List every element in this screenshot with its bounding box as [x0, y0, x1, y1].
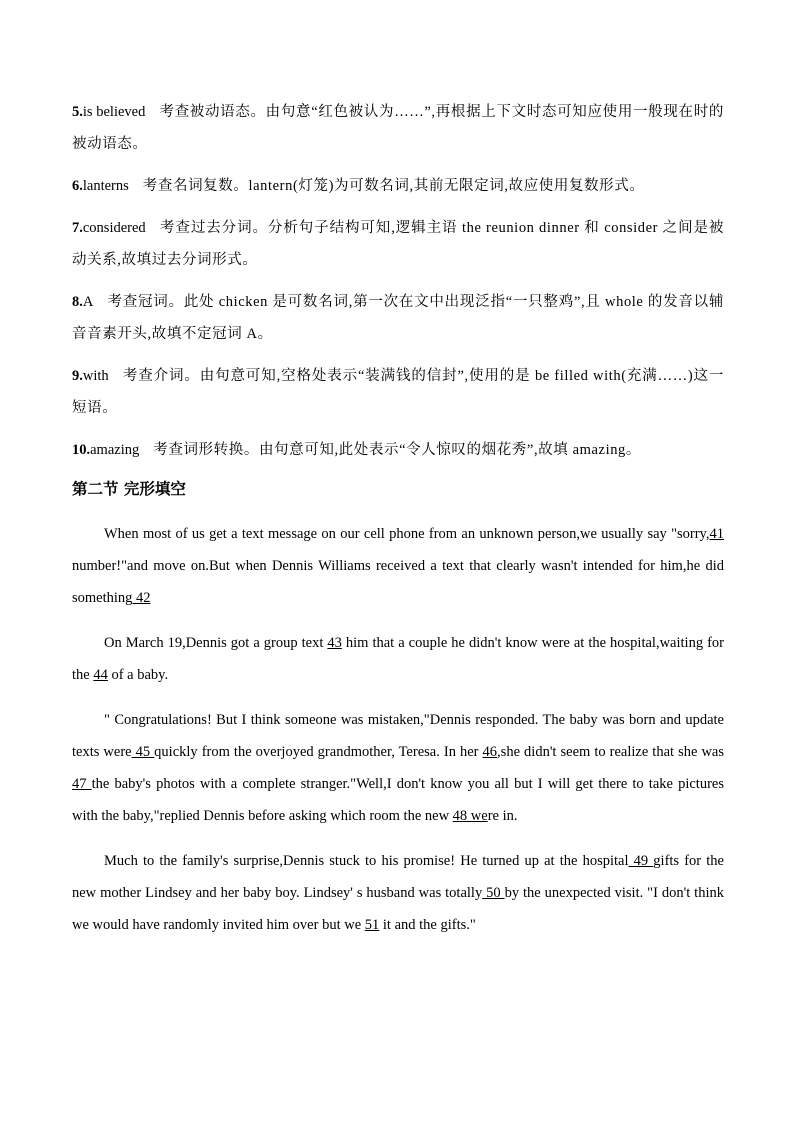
passage-paragraph-2 — [72, 627, 724, 691]
answer-word: considered — [82, 220, 146, 236]
answer-number: 8. — [72, 294, 83, 310]
answer-number: 9. — [72, 368, 83, 384]
answer-item-7 — [72, 212, 724, 276]
answer-item-10 — [72, 434, 724, 466]
passage-text: quickly from the overjoyed grandmother, Teresa. In her — [154, 744, 483, 760]
answer-number: 7. — [72, 220, 83, 236]
answer-word: lanterns — [82, 178, 129, 194]
passage-paragraph-4 — [72, 845, 724, 941]
answer-item-8 — [72, 286, 724, 350]
blank-43: 43 — [327, 635, 342, 651]
passage-text: gifts for the new mother Lindsey and her baby boy. Lindsey' s husband was totally — [72, 853, 724, 901]
document-page — [72, 96, 724, 954]
passage-text: On March 19,Dennis got a group text — [104, 635, 328, 651]
answer-explanation: 考查冠词。此处 chicken 是可数名词,第一次在文中出现泛指“一只整鸡”,且 whole 的发音以辅音音素开头,故填不定冠词 A。 — [72, 294, 724, 342]
answer-number: 5. — [72, 104, 83, 120]
answer-word: A — [82, 294, 94, 310]
passage-text: number!"and move on.But when Dennis Williams received a text that clearly wasn't intended for him,he did something — [72, 558, 724, 606]
blank-41: 41 — [709, 526, 724, 542]
answer-word: is believed — [82, 104, 146, 120]
passage-text: When most of us get a text message on our cell phone from an unknown person,we usually say "sorry, — [104, 526, 710, 542]
answer-explanation: 考查词形转换。由句意可知,此处表示“令人惊叹的烟花秀”,故填 amazing。 — [153, 442, 642, 458]
answer-explanation: 考查被动语态。由句意“红色被认为……”,再根据上下文时态可知应使用一般现在时的被动语态。 — [72, 104, 724, 152]
passage-text: by the unexpected visit. "I don't think we would have randomly invited him over but we — [72, 885, 724, 933]
blank-42: 42 — [132, 590, 151, 606]
blank-48: 48 we — [452, 808, 488, 824]
passage-paragraph-3 — [72, 704, 724, 832]
blank-46: 46 — [482, 744, 498, 760]
passage-text: the baby's photos with a complete stranger."Well,I don't know you all but I will get there to take pictures with the baby,"replied Dennis before asking which room the new — [72, 776, 724, 824]
passage-text: Much to the family's surprise,Dennis stuck to his promise! He turned up at the hospital — [104, 853, 629, 869]
answer-word: amazing — [90, 442, 140, 458]
blank-49: 49 — [628, 853, 654, 869]
passage-text: him that a couple he didn't know were at the hospital,waiting for the — [72, 635, 724, 683]
answer-explanation: 考查名词复数。lantern(灯笼)为可数名词,其前无限定词,故应使用复数形式。 — [142, 178, 645, 194]
answer-number: 10. — [72, 442, 91, 458]
answer-explanation: 考查介词。由句意可知,空格处表示“装满钱的信封”,使用的是 be filled with(充满……)这一短语。 — [72, 368, 724, 416]
answer-number: 6. — [72, 178, 83, 194]
answer-explanation: 考查过去分词。分析句子结构可知,逻辑主语 the reunion dinner 和 consider 之间是被动关系,故填过去分词形式。 — [72, 220, 724, 268]
blank-45: 45 — [131, 744, 155, 760]
passage-paragraph-1 — [72, 518, 724, 614]
blank-50: 50 — [482, 885, 505, 901]
answer-item-6 — [72, 170, 724, 202]
blank-47: 47 — [72, 776, 92, 792]
section-title: 第二节 完形填空 — [72, 480, 186, 498]
answer-word: with — [82, 368, 109, 384]
answer-item-9 — [72, 360, 724, 424]
passage-text: re in. — [487, 808, 518, 824]
passage-text: it and the gifts." — [379, 917, 476, 933]
passage-text: ,she didn't seem to realize that she was — [497, 744, 724, 760]
blank-44: 44 — [93, 667, 108, 683]
blank-51: 51 — [364, 917, 380, 933]
passage-text: of a baby. — [107, 667, 169, 683]
passage-text: " Congratulations! But I think someone was mistaken,"Dennis responded. The baby was born and update texts were — [72, 712, 724, 760]
answer-item-5 — [72, 96, 724, 160]
